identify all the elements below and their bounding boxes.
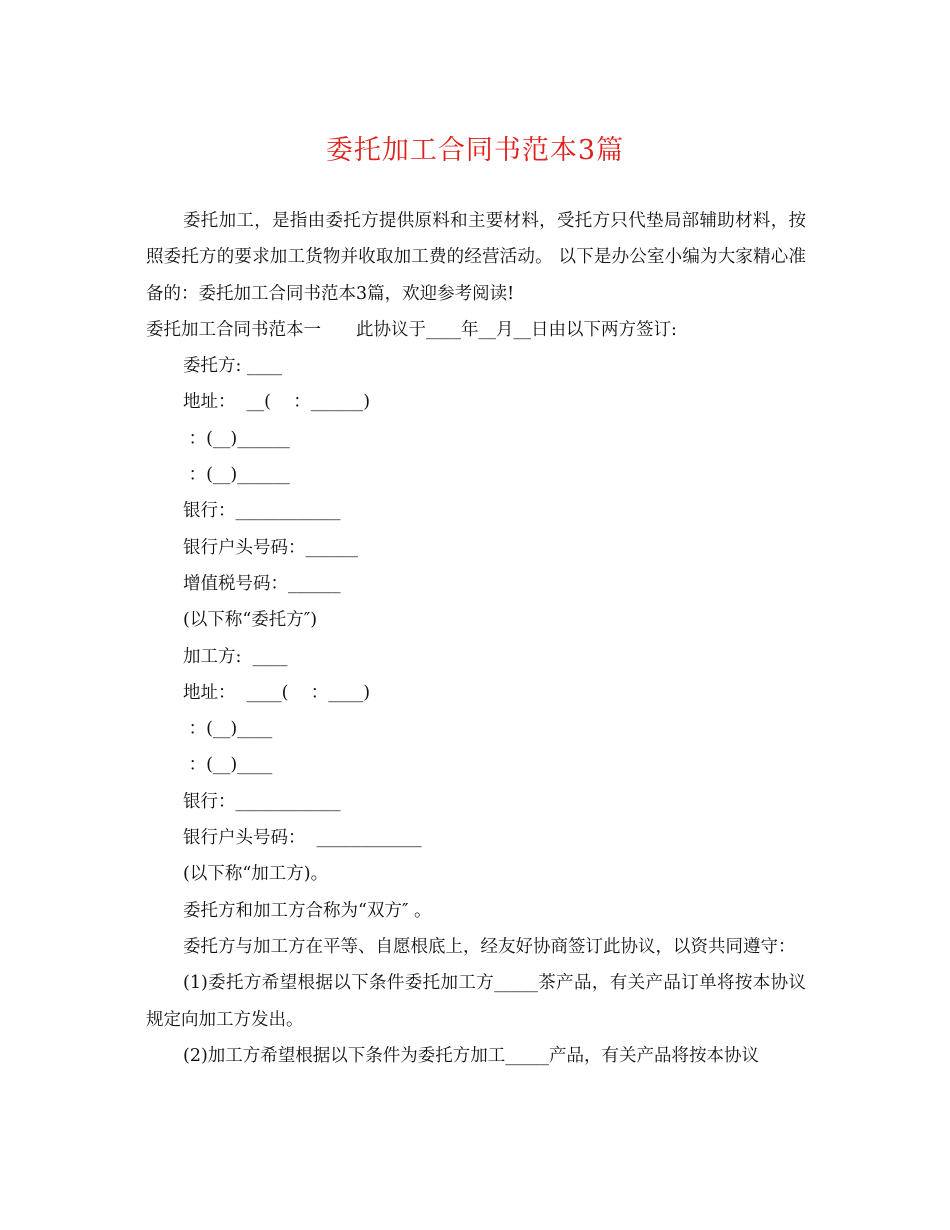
party-b-phone-2: ：(__)____ [183,755,273,776]
party-b-alias: (以下称“加工方)。 [183,864,329,885]
party-b-bank: 银行：____________ [183,791,341,812]
section-heading: 委托加工合同书范本一 此协议于____年__月__日由以下两方签订: [146,319,677,340]
intro-paragraph: 委托加工，是指由委托方提供原料和主要材料，受托方只代垫局部辅助材料，按照委托方的要求加工货物并收取加工费的经营活动。 以下是办公室小编为大家精心准备的：委托加工合同书范本3篇，欢迎参考阅读! [146,211,806,304]
party-a-phone-1: ：(__)______ [183,428,290,449]
party-b-phone-1: ：(__)____ [183,719,273,740]
clause-1: (1)委托方希望根据以下条件委托加工方_____茶产品，有关产品订单将按本协议规定向加工方发出。 [146,973,806,1030]
agreement-intro: 委托方与加工方在平等、自愿根底上，经友好协商签订此协议，以资共同遵守： [183,936,796,957]
party-a-address: 地址： __( ：______) [183,392,371,413]
party-b-name: 加工方: ____ [183,646,288,667]
party-a-bank: 银行：____________ [183,501,341,522]
document-title: 委托加工合同书范本3篇 [325,135,625,166]
party-a-alias: (以下称“委托方″) [183,610,318,631]
document-body [146,203,806,1074]
party-a-name: 委托方: ____ [183,356,282,377]
clause-2: (2)加工方希望根据以下条件为委托方加工_____产品，有关产品将按本协议 [183,1045,760,1066]
party-a-account: 银行户头号码：______ [183,537,358,558]
party-a-tax: 增值税号码：______ [183,573,341,594]
party-b-address: 地址： ____( ：____) [183,682,371,703]
party-b-account: 银行户头号码： ____________ [183,828,422,849]
party-a-phone-2: ：(__)______ [183,465,290,486]
both-parties-definition: 委托方和加工方合称为“双方″ 。 [183,900,432,921]
